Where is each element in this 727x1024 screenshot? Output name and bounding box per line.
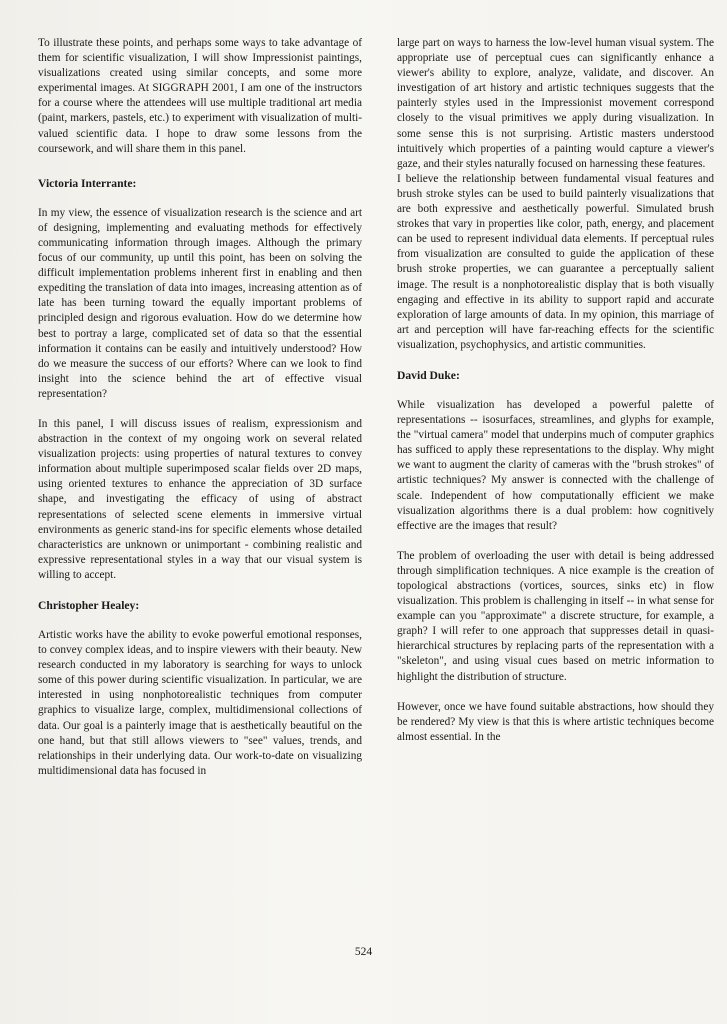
left-column [38, 36, 362, 794]
right-column [397, 36, 714, 760]
duke-paragraph-3: However, once we have found suitable abstractions, how should they be rendered? My view is that this is where artistic techniques become almost essential. In the [397, 700, 714, 743]
interrante-heading: Victoria Interrante: [38, 176, 137, 190]
healey-paragraph-1: Artistic works have the ability to evoke powerful emotional responses, to convey complex ideas, and to inspire viewers with their beauty. New research conducted in my laboratory is searching for ways to unlock some of this power during scientific visualization. In particular, we are interested in using nonphotorealistic techniques from computer graphics to visualize large, complex, multidimensional collections of data. Our goal is a painterly image that is aesthetically beautiful on the one hand, but that still allows viewers to "see" values, trends, and relationships in their underlying data. Our work-to-date on visualizing multidimensional data has focused in [38, 629, 362, 777]
interrante-paragraph-2: In this panel, I will discuss issues of realism, expressionism and abstraction in the context of my ongoing work on several related visualization projects: using properties of natural textures to convey information about multiple superimposed scalar fields over 2D maps, using oriented textures to enhance the appreciation of 3D surface shape, and investigating the efficacy of using of abstract representations of selected scene elements in immersive virtual environments as generic stand-ins for specific elements whose detailed characteristics are unknown or unimportant - combining realistic and expressive representational styles in a way that our visual system is willing to accept. [38, 417, 362, 581]
duke-paragraph-2: The problem of overloading the user with detail is being addressed through simplification techniques. A nice example is the creation of topological abstractions (vortices, sources, sinks etc) in flow visualization. This problem is challenging in itself -- in what sense for example can you "approximate" a discrete structure, for example, a graph? I will refer to one approach that suppresses detail in quasi-hierarchical structures by replacing parts of the representation with a "skeleton", and using visual cues based on metric information to highlight the distribution of structure. [397, 549, 714, 683]
healey-paragraph-2: I believe the relationship between fundamental visual features and brush stroke styles can be used to build painterly visualizations that are both expressive and aesthetically powerful. Simulated brush strokes that vary in properties like color, path, energy, and placement can be used to represent individual data elements. If perceptual rules from visualization are consulted to guide the application of these brush stroke properties, we can guarantee a perceptually salient image. The result is a nonphotorealistic display that is both visually engaging and effective in its ability to support rapid and accurate exploration of large amounts of data. In my opinion, this marriage of art and perception will have far-reaching effects for the scientific visualization, psychophysics, and artistic communities. [397, 172, 714, 351]
duke-heading: David Duke: [397, 368, 460, 382]
bleed-through-shadow [370, 44, 373, 60]
interrante-paragraph-1: In my view, the essence of visualization research is the science and art of designing, implementing and evaluating methods for effectively communicating information through images. Although the primary focus of our community, up until this point, has been on solving the difficult implementation problems inherent first in enabling and then expediting the translation of data into images, increasing attention as of late has been turning toward the equally important problems of principled design and rigorous evaluation. How do we determine how best to portray a large, complicated set of data so that the essential information it contains can be easily and intuitively understood? How do we measure the success of our efforts? Where can we look to find insight into the science behind the art of effective visual representation? [38, 206, 362, 400]
page-number: 524 [354, 946, 373, 958]
intro-paragraph: To illustrate these points, and perhaps some ways to take advantage of them for scientific visualization, I will show Impressionist paintings, visualizations created using similar concepts, and some more experimental images. At SIGGRAPH 2001, I am one of the instructors for a course where the attendees will use multiple traditional art media (paint, markers, pastels, etc.) to experiment with visualization of multi-valued scientific data. I hope to draw some lessons from the coursework, and will share them in this panel. [38, 37, 362, 155]
healey-heading: Christopher Healey: [38, 599, 140, 612]
healey-paragraph-continued: large part on ways to harness the low-level human visual system. The appropriate use of perceptual cues can significantly enhance a viewer's ability to explore, analyze, validate, and discover. An investigation of art history and artistic techniques suggests that the painterly styles used in the Impressionist movement correspond closely to the visual primitives we apply during visualization. In some sense this is not surprising. Artistic masters understood intuitively which properties of a painting would capture a viewer's gaze, and their styles naturally focused on harnessing these features. [397, 37, 714, 170]
duke-paragraph-1: While visualization has developed a powerful palette of representations -- isosurfaces, streamlines, and glyphs for example, the "virtual camera" model that underpins much of computer graphics has sufficed to apply these representations to the display. Why might we want to augment the clarity of cameras with the "brush strokes" of artistic techniques? My answer is connected with the challenge of scale. Independent of how computationally efficient we make visualization algorithms there is a dual problem: how cognitively effective are the images that result? [397, 398, 714, 532]
